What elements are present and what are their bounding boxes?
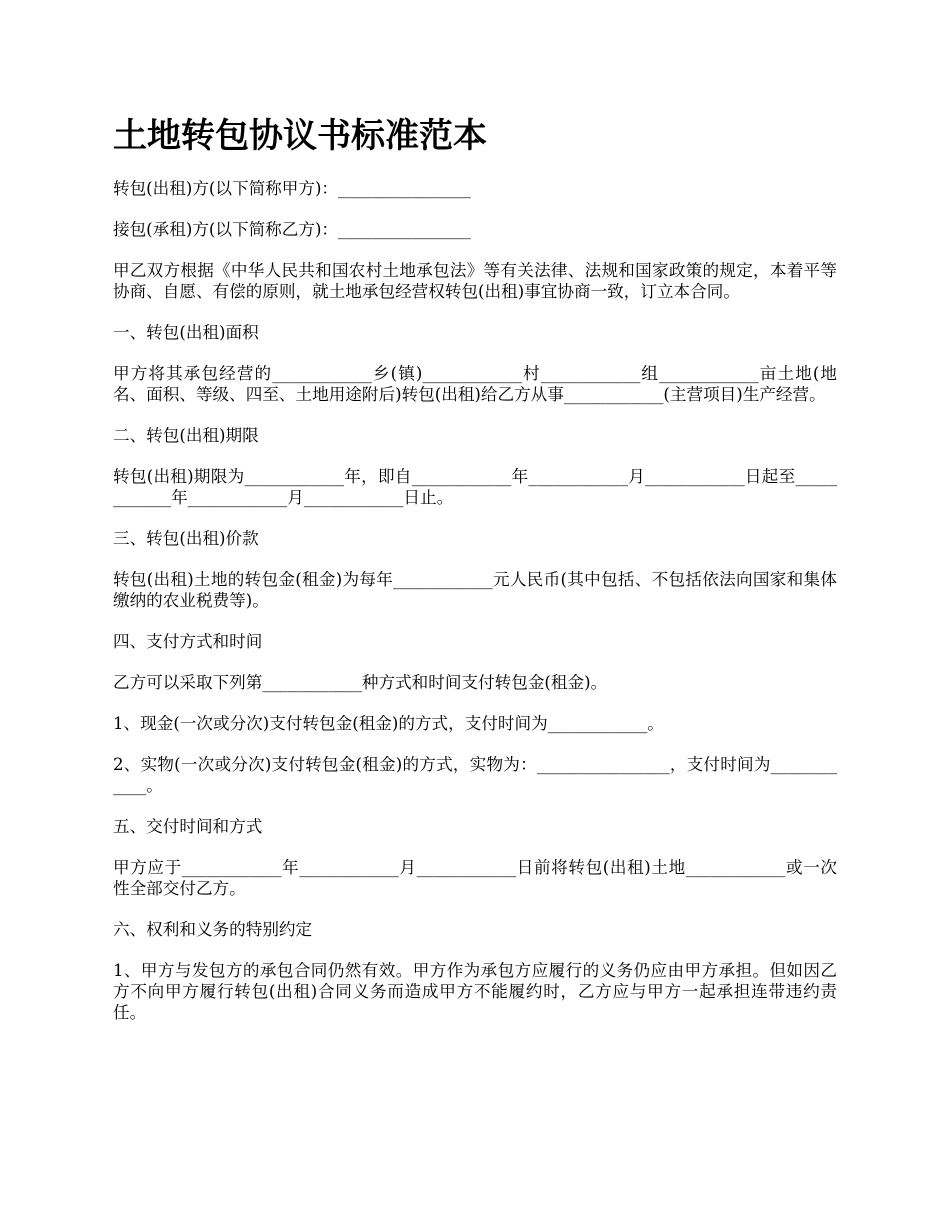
payment-option-goods: 2、实物(一次或分次)支付转包金(租金)的方式，实物为：________________，支付时间为____________。 (113, 755, 837, 795)
section-body-price: 转包(出租)土地的转包金(租金)为每年____________元人民币(其中包括、不包括依法向国家和集体缴纳的农业税费等)。 (113, 570, 837, 610)
party-b-line: 接包(承租)方(以下简称乙方)：________________ (113, 220, 471, 239)
section-heading-payment: 四、支付方式和时间 (113, 632, 263, 651)
party-a-line: 转包(出租)方(以下简称甲方)：________________ (113, 179, 471, 198)
section-body-delivery: 甲方应于____________年____________月____________日前将转包(出租)土地____________或一次性全部交付乙方。 (113, 858, 837, 898)
document-page (113, 110, 837, 1043)
section-body-area: 甲方将其承包经营的____________乡(镇)____________村____________组____________亩土地(地名、面积、等级、四至、土地用途附后)转包(出租)给乙方从事____________(主营项目)生产经营。 (113, 364, 837, 404)
payment-option-cash: 1、现金(一次或分次)支付转包金(租金)的方式，支付时间为____________。 (113, 714, 664, 733)
section-heading-delivery: 五、交付时间和方式 (113, 817, 263, 836)
section-body-term: 转包(出租)期限为____________年，即自____________年____________月____________日起至____________年____________月____________日止。 (113, 467, 837, 507)
section-heading-rights: 六、权利和义务的特别约定 (113, 920, 313, 939)
section-body-rights: 1、甲方与发包方的承包合同仍然有效。甲方作为承包方应履行的义务仍应由甲方承担。但如因乙方不向甲方履行转包(出租)合同义务而造成甲方不能履约时，乙方应与甲方一起承担连带违约责任。 (113, 961, 837, 1022)
section-body-payment: 乙方可以采取下列第____________种方式和时间支付转包金(租金)。 (113, 673, 608, 692)
document-title: 土地转包协议书标准范本 (113, 116, 487, 156)
section-heading-term: 二、转包(出租)期限 (113, 426, 259, 445)
preamble-paragraph: 甲乙双方根据《中华人民共和国农村土地承包法》等有关法律、法规和国家政策的规定，本着平等协商、自愿、有偿的原则，就土地承包经营权转包(出租)事宜协商一致，订立本合同。 (113, 261, 837, 301)
section-heading-price: 三、转包(出租)价款 (113, 529, 259, 548)
section-heading-area: 一、转包(出租)面积 (113, 323, 259, 342)
